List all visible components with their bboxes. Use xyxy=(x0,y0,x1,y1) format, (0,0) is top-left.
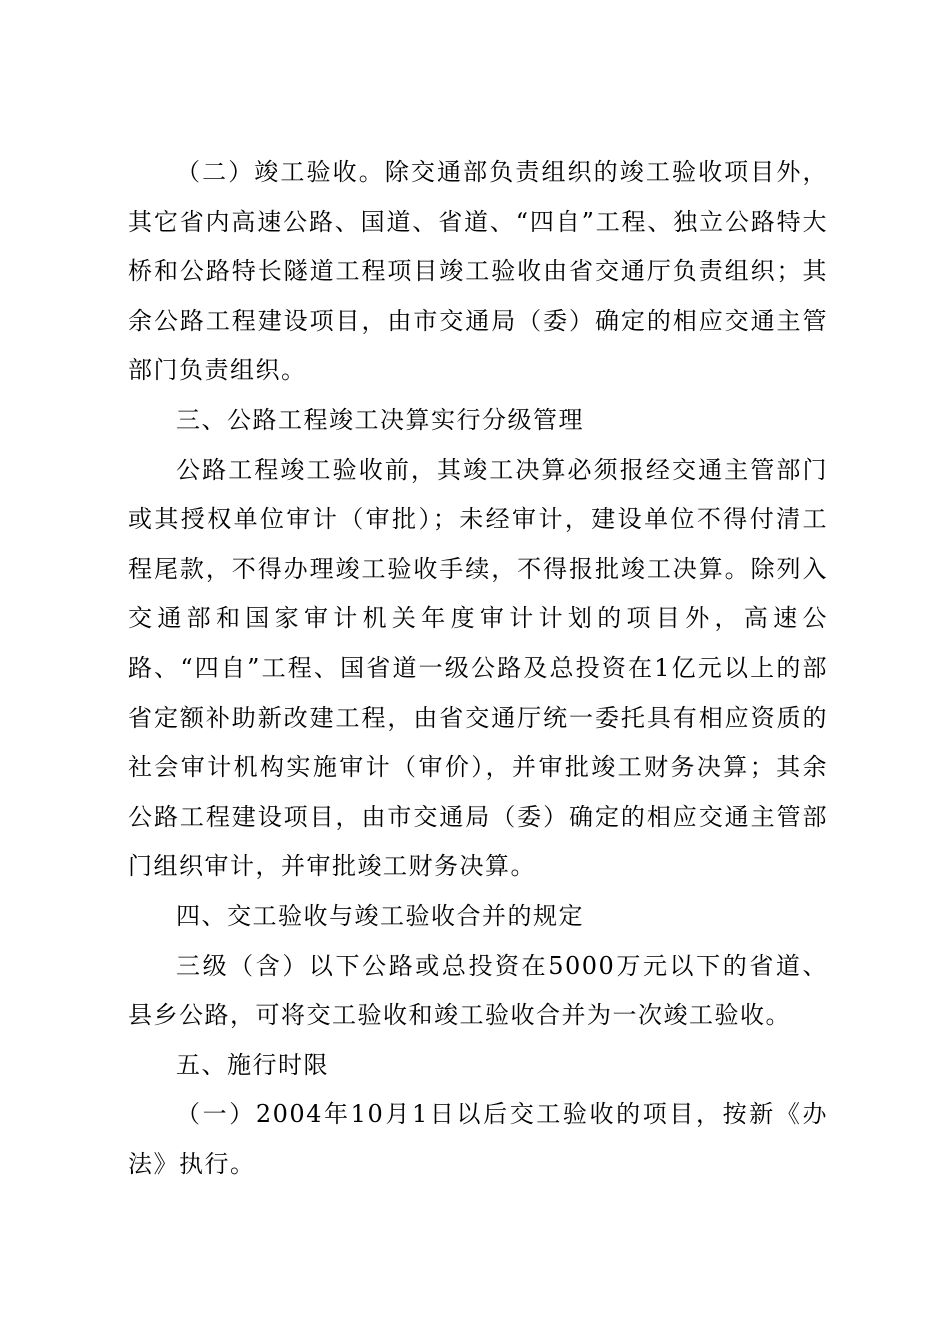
heading-section-five: 五、施行时限 xyxy=(176,1050,329,1079)
heading-section-four: 四、交工验收与竣工验收合并的规定 xyxy=(176,901,584,930)
paragraph-merge-rule: 三级（含）以下公路或总投资在5000万元以下的省道、县乡公路，可将交工验收和竣工验收合并为一次竣工验收。 xyxy=(128,951,828,1030)
document-page xyxy=(128,148,828,1189)
paragraph-completion-acceptance: （二）竣工验收。除交通部负责组织的竣工验收项目外，其它省内高速公路、国道、省道、“四自”工程、独立公路特大桥和公路特长隧道工程项目竣工验收由省交通厅负责组织；其余公路工程建设项目，由市交通局（委）确定的相应交通主管部门负责组织。 xyxy=(128,158,828,385)
paragraph-final-accounts: 公路工程竣工验收前，其竣工决算必须报经交通主管部门或其授权单位审计（审批）；未经审计，建设单位不得付清工程尾款，不得办理竣工验收手续，不得报批竣工决算。除列入交通部和国家审计机关年度审计计划的项目外，高速公路、“四自”工程、国省道一级公路及总投资在1亿元以上的部省定额补助新改建工程，由省交通厅统一委托具有相应资质的社会审计机构实施审计（审价），并审批竣工财务决算；其余公路工程建设项目，由市交通局（委）确定的相应交通主管部门组织审计，并审批竣工财务决算。 xyxy=(128,455,828,881)
heading-section-three: 三、公路工程竣工决算实行分级管理 xyxy=(176,405,584,434)
paragraph-effective-date: （一）2004年10月1日以后交工验收的项目，按新《办法》执行。 xyxy=(128,1100,828,1178)
